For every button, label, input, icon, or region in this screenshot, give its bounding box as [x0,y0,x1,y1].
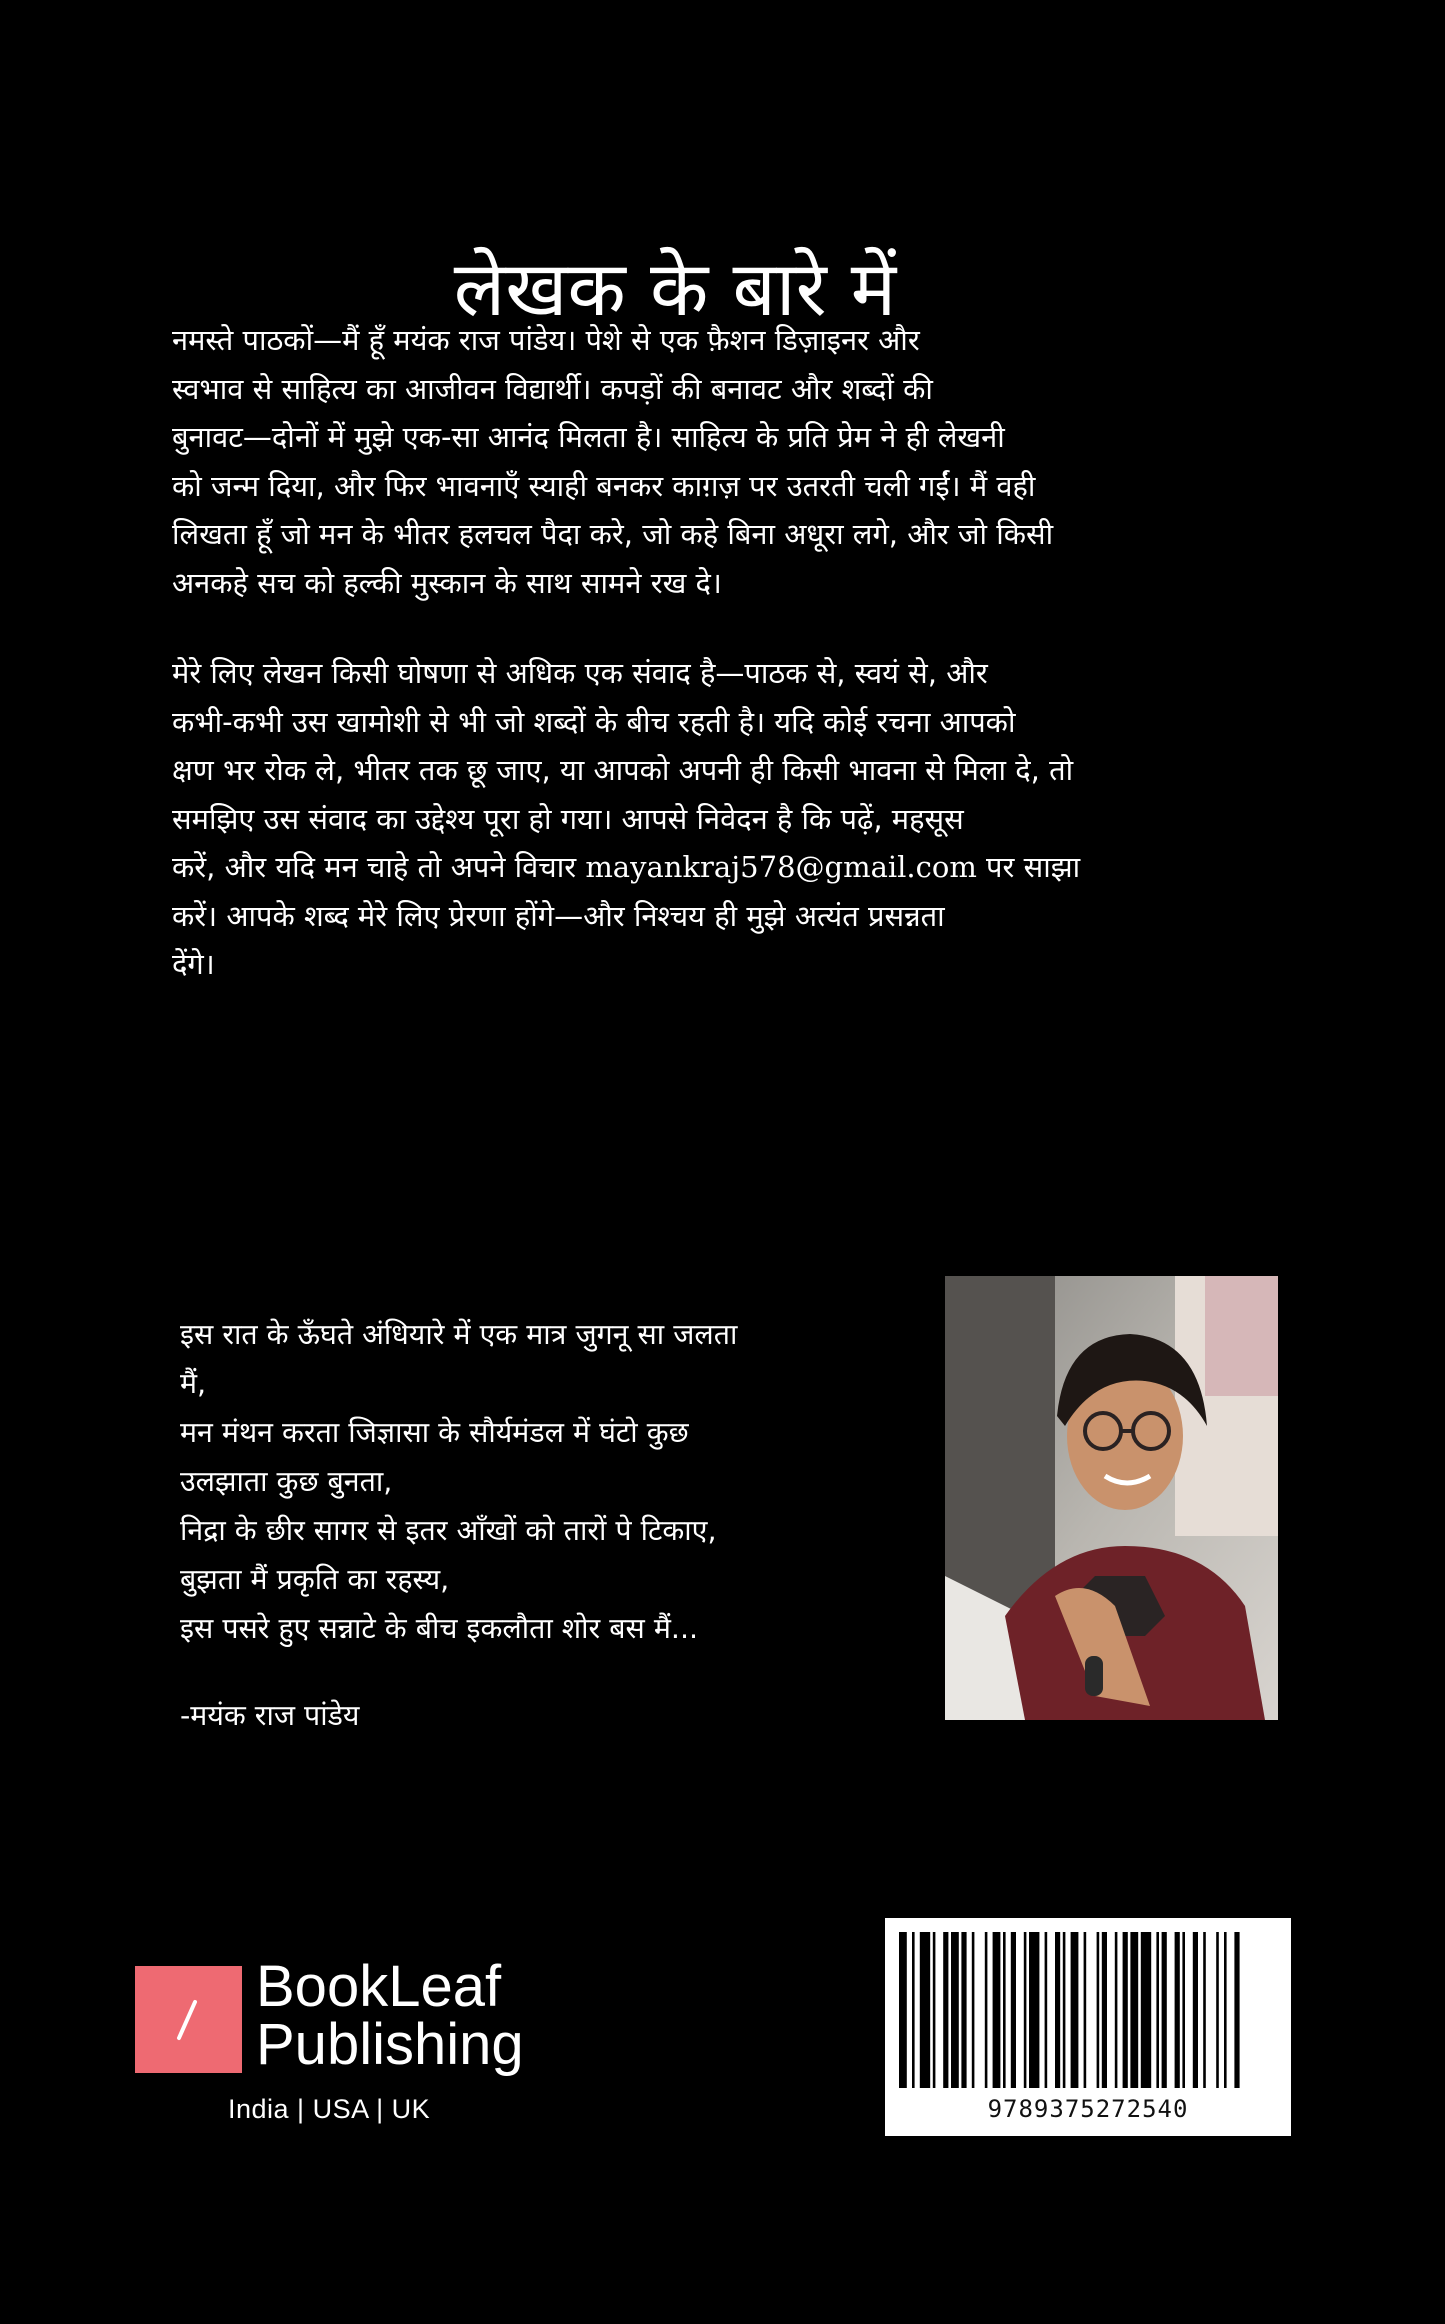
barcode-bar [961,1932,966,2088]
barcode-bar [1130,1932,1138,2088]
barcode-bar [1234,1932,1239,2088]
barcode-bar [1011,1932,1016,2088]
publisher-logo-icon [135,1966,242,2073]
author-signature: -मयंक राज पांडेय [180,1699,360,1732]
publisher-name-line-1: BookLeaf [256,1954,502,2019]
slash-icon [135,1966,242,2073]
barcode-bar [1216,1932,1219,2088]
bio-paragraph-2-end: पर साझा करें। आपके शब्द मेरे लिए प्रेरणा होंगे—और निश्चय ही मुझे अत्यंत प्रसन्नता देंगे। [172,850,1081,981]
barcode-bar [1175,1932,1180,2088]
barcode-bar [1141,1932,1151,2088]
barcode-bar [1162,1932,1167,2088]
bio-paragraph-1: नमस्ते पाठकों—मैं हूँ मयंक राज पांडेय। पेशे से एक फ़ैशन डिज़ाइनर और स्वभाव से साहित्य का आजीवन विद्यार्थी। कपड़ों की बनावट और शब्दों की बुनावट—दोनों में मुझे एक-सा आनंद मिलता है। साहित्य के प्रति प्रेम ने ही लेखनी को जन्म दिया, और फिर भावनाएँ स्याही बनकर काग़ज़ पर उतरती चली गईं। मैं वही लिखता हूँ जो मन के भीतर हलचल पैदा करे, जो कहे बिना अधूरा लगे, और जो किसी अनकहे सच को हल्की मुस्कान के साथ सामने रख दे। [172,323,1054,600]
barcode-bar [1102,1932,1107,2088]
barcode-bar [1024,1932,1027,2088]
barcode-bar [1115,1932,1118,2088]
barcode-bar [1193,1932,1198,2088]
barcode-bar [943,1932,948,2088]
publisher-name [256,1954,524,2077]
barcode-bar [1071,1932,1079,2088]
isbn-barcode [885,1918,1291,2136]
barcode-bar [1203,1932,1206,2088]
barcode-bar [912,1932,915,2088]
barcode-bars [885,1918,1291,2098]
author-portrait-image [945,1276,1278,1720]
barcode-bar [1123,1932,1128,2088]
bio-paragraph-2 [172,649,1282,989]
author-email: mayankraj578@gmail.com [585,850,977,884]
barcode-bar [985,1932,988,2088]
bio-paragraph-2-text: मेरे लिए लेखन किसी घोषणा से अधिक एक संवाद है—पाठक से, स्वयं से, और कभी-कभी उस खामोशी से भी जो शब्दों के बीच रहती है। यदि कोई रचना आपको क्षण भर रोक ले, भीतर तक छू जाए, या आपको अपनी ही किसी भावना से मिला दे, तो समझिए उस संवाद का उद्देश्य पूरा हो गया। आपसे निवेदन है कि पढ़ें, महसूस करें, और यदि मन चाहे तो अपने विचार [172,656,1074,884]
isbn-number: 9789375272540 [987,2095,1189,2123]
barcode-bar [1055,1932,1060,2088]
barcode-bar [933,1932,936,2088]
barcode-bar [1045,1932,1048,2088]
author-photo [945,1276,1278,1720]
barcode-bar [1029,1932,1039,2088]
publisher-name-line-2: Publishing [256,2012,524,2077]
poem: इस रात के ऊँघते अंधियारे में एक मात्र जुगनू सा जलता मैं, मन मंथन करता जिज्ञासा के सौर्यमंडल में घंटो कुछ उलझाता कुछ बुनता, निद्रा के छीर सागर से इतर आँखों को तारों पे टिकाए, बुझता मैं प्रकृति का रहस्य, इस पसरे हुए सन्नाटे के बीच इकलौता शोर बस मैं... [180,1318,738,1645]
barcode-bar [1156,1932,1159,2088]
barcode-bar [1084,1932,1087,2088]
author-bio [172,316,1282,1031]
barcode-bar [899,1932,907,2088]
barcode-bar [920,1932,930,2088]
barcode-bar [1097,1932,1100,2088]
publisher-regions: India | USA | UK [228,2094,431,2124]
barcode-bar [1182,1932,1185,2088]
page-title: लेखक के बारे में [453,243,897,333]
barcode-bar [1063,1932,1066,2088]
barcode-bar [993,1932,1001,2088]
barcode-bar [972,1932,975,2088]
barcode-bar [1003,1932,1006,2088]
barcode-bar [1224,1932,1227,2088]
barcode-bar [951,1932,959,2088]
